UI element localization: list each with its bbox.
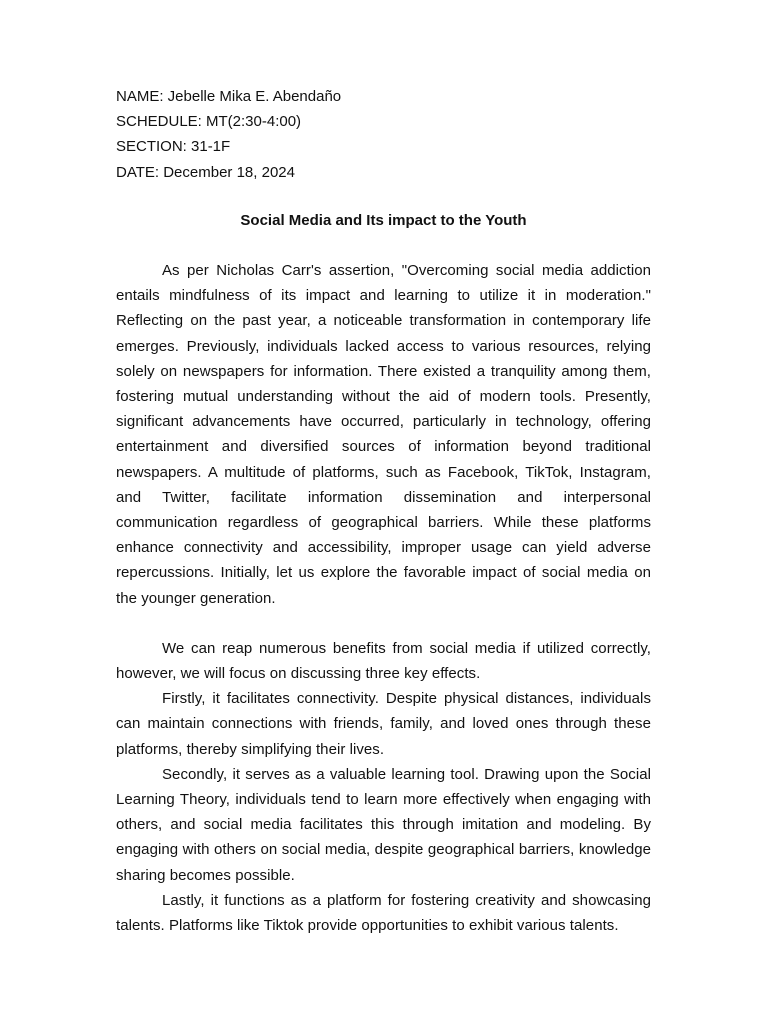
schedule: SCHEDULE: MT(2:30-4:00) <box>116 113 302 131</box>
document-page <box>116 84 651 938</box>
section: SECTION: 31-1F <box>116 138 231 156</box>
paragraph-third-effect: Lastly, it functions as a platform for fostering creativity and showcasing talents. Platforms like Tiktok provide opportunities to exhibit various talents. <box>116 891 651 935</box>
paragraph-first-effect: Firstly, it facilitates connectivity. Despite physical distances, individuals can maintain connections with friends, family, and loved ones through these platforms, thereby simplifying their lives. <box>116 690 651 758</box>
paragraph-second-effect: Secondly, it serves as a valuable learning tool. Drawing upon the Social Learning Theory, individuals tend to learn more effectively when engaging with others, and social media facilitates this through imitation and modeling. By engaging with others on social media, despite geographical barriers, knowledge sharing becomes possible. <box>116 765 651 884</box>
paragraph-gap <box>116 611 651 636</box>
paragraph-intro: As per Nicholas Carr's assertion, "Overcoming social media addiction entails mindfulness of its impact and learning to utilize it in moderation." Reflecting on the past year, a noticeable transformation in contemporary life emerges. Previously, individuals lacked access to various resources, relying solely on newspapers for information. There existed a tranquility among them, fostering mutual understanding without the aid of modern tools. Presently, significant advancements have occurred, particularly in technology, offering entertainment and diversified sources of information beyond traditional newspapers. A multitude of platforms, such as Facebook, TikTok, Instagram, and Twitter, facilitate information dissemination and interpersonal communication regardless of geographical barriers. While these platforms enhance connectivity and accessibility, improper usage can yield adverse repercussions. Initially, let us explore the favorable impact of social media on the younger generation. <box>116 262 651 607</box>
date: DATE: December 18, 2024 <box>116 163 295 181</box>
student-name: NAME: Jebelle Mika E. Abendaño <box>116 88 342 105</box>
paragraph-benefits: We can reap numerous benefits from social media if utilized correctly, however, we will focus on discussing three key effects. <box>116 639 651 683</box>
essay-title: Social Media and Its impact to the Youth <box>240 211 527 229</box>
